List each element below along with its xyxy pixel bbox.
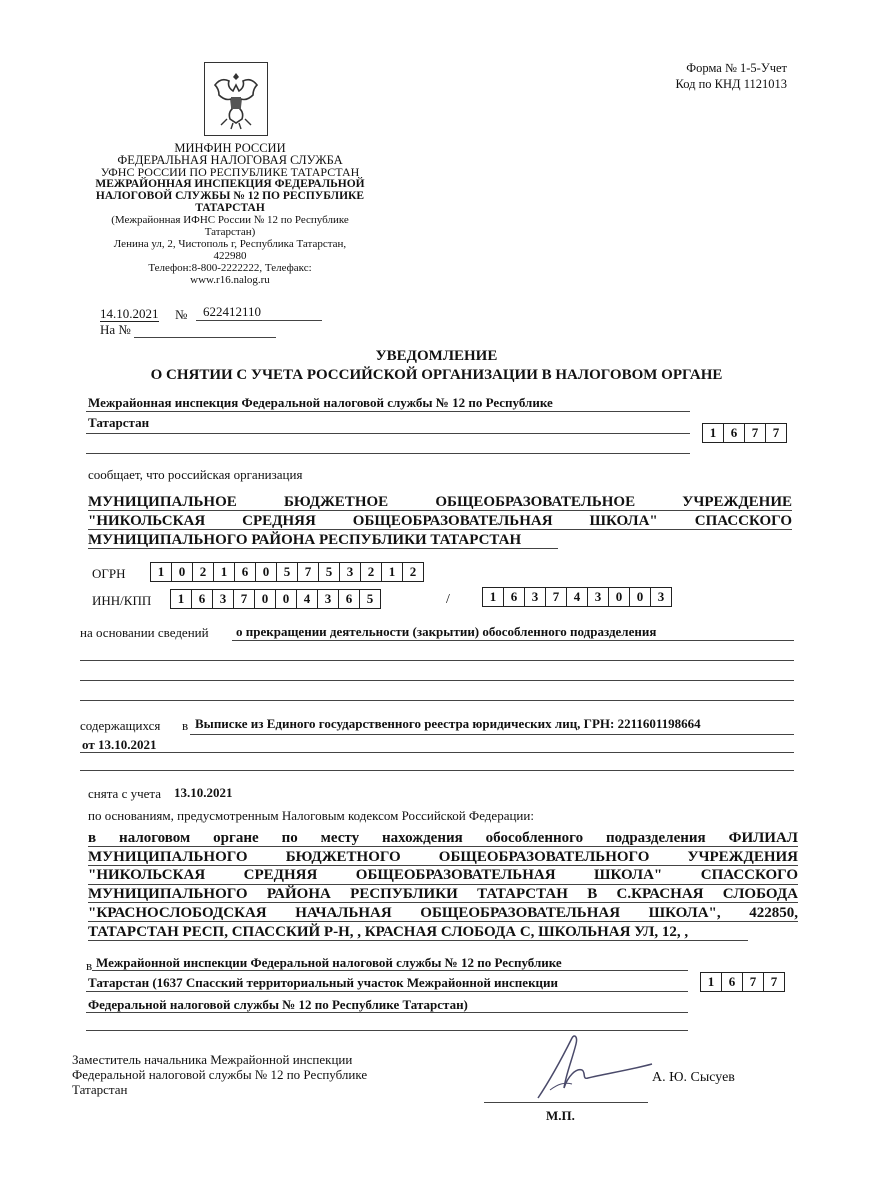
code-digit: 6 xyxy=(722,973,743,991)
inn-kpp-separator: / xyxy=(446,592,450,607)
code-digit: 7 xyxy=(770,974,778,989)
field-underline xyxy=(80,680,794,681)
authority-line: НАЛОГОВОЙ СЛУЖБЫ № 12 ПО РЕСПУБЛИКЕ xyxy=(95,190,365,202)
inspection-code-cells xyxy=(702,423,787,443)
notice-subtitle: О СНЯТИИ С УЧЕТА РОССИЙСКОЙ ОРГАНИЗАЦИИ В НАЛОГОВОМ ОРГАНЕ xyxy=(150,367,723,383)
ogrn-digit: 3 xyxy=(340,563,361,581)
ogrn-digit: 6 xyxy=(235,563,256,581)
field-underline xyxy=(86,411,690,412)
inn-digit: 0 xyxy=(276,590,297,608)
grounds-label: по основаниям, предусмотренным Налоговым кодексом Российской Федерации: xyxy=(88,808,534,823)
ogrn-digit: 2 xyxy=(193,563,214,581)
basis-value: о прекращении деятельности (закрытии) обособленного подразделения xyxy=(236,624,657,639)
ogrn-digit: 1 xyxy=(214,563,235,581)
branch-line: в налоговом органе по месту нахождения обособленного подразделения ФИЛИАЛ xyxy=(88,830,798,846)
inspection-name-line: Татарстан xyxy=(88,415,150,430)
double-headed-eagle-icon xyxy=(205,63,267,135)
kpp-digit: 1 xyxy=(483,588,504,606)
inn-digit: 0 xyxy=(255,590,276,608)
authority-postcode: 422980 xyxy=(213,250,247,262)
authority-website: www.r16.nalog.ru xyxy=(190,274,270,286)
doc-number-label: № xyxy=(175,307,188,322)
kpp-digit: 3 xyxy=(657,589,665,604)
field-underline xyxy=(88,510,792,511)
field-underline xyxy=(80,700,794,701)
org-name-line: МУНИЦИПАЛЬНОГО РАЙОНА РЕСПУБЛИКИ ТАТАРСТАН xyxy=(88,532,522,548)
authority-line: УФНС РОССИИ ПО РЕСПУБЛИКЕ ТАТАРСТАН xyxy=(100,165,360,179)
ogrn-digit: 0 xyxy=(172,563,193,581)
org-name-line: МУНИЦИПАЛЬНОЕ БЮДЖЕТНОЕ ОБЩЕОБРАЗОВАТЕЛЬНОЕ УЧРЕЖДЕНИЕ xyxy=(88,494,792,510)
field-underline xyxy=(86,1012,688,1013)
inspection2-prep: в xyxy=(86,958,93,973)
kpp-digit: 7 xyxy=(546,588,567,606)
field-underline xyxy=(88,865,798,866)
field-underline xyxy=(80,660,794,661)
ogrn-digit: 1 xyxy=(382,563,403,581)
field-underline xyxy=(190,734,794,735)
field-underline xyxy=(80,752,794,753)
field-underline xyxy=(88,846,798,847)
signatory-position: Федеральной налоговой службы № 12 по Республике xyxy=(72,1067,368,1082)
ogrn-label: ОГРН xyxy=(92,566,126,581)
field-underline xyxy=(88,921,798,922)
field-underline xyxy=(88,548,558,549)
code-digit: 7 xyxy=(745,424,766,442)
inspection2-line: Татарстан (1637 Спасский территориальный участок Межрайонной инспекции xyxy=(88,975,559,990)
deregistered-date: 13.10.2021 xyxy=(174,785,233,800)
inn-digit: 4 xyxy=(297,590,318,608)
ogrn-cells xyxy=(150,562,424,582)
authority-line: ФЕДЕРАЛЬНАЯ НАЛОГОВАЯ СЛУЖБА xyxy=(117,153,343,167)
org-name-line: "НИКОЛЬСКАЯ СРЕДНЯЯ ОБЩЕОБРАЗОВАТЕЛЬНАЯ ШКОЛА" СПАССКОГО xyxy=(88,513,792,529)
kpp-digit: 3 xyxy=(588,588,609,606)
field-underline xyxy=(88,940,748,941)
doc-number: 622412110 xyxy=(203,304,262,319)
inn-digit: 6 xyxy=(192,590,213,608)
deregistered-label: снята с учета xyxy=(88,786,162,801)
doc-date xyxy=(100,306,159,322)
signature xyxy=(520,1030,660,1105)
form-info xyxy=(676,60,787,92)
basis-label: на основании сведений xyxy=(80,625,209,640)
kpp-digit: 0 xyxy=(630,588,651,606)
authority-line: (Межрайонная ИФНС России № 12 по Республике xyxy=(111,214,349,226)
signatory-position: Заместитель начальника Межрайонной инспекции xyxy=(72,1052,353,1067)
branch-line: МУНИЦИПАЛЬНОГО РАЙОНА РЕСПУБЛИКИ ТАТАРСТАН В С.КРАСНАЯ СЛОБОДА xyxy=(88,886,798,902)
ogrn-digit: 2 xyxy=(409,564,417,579)
kpp-digit: 4 xyxy=(567,588,588,606)
ogrn-digit: 2 xyxy=(361,563,382,581)
ogrn-digit: 0 xyxy=(256,563,277,581)
ogrn-digit: 5 xyxy=(277,563,298,581)
ogrn-digit: 7 xyxy=(298,563,319,581)
ref-number-label: На № xyxy=(100,322,131,337)
inspection2-line: Федеральной налоговой службы № 12 по Республике Татарстан) xyxy=(88,997,468,1012)
authority-line: МИНФИН РОССИИ xyxy=(174,141,286,155)
code-digit: 6 xyxy=(724,424,745,442)
ref-number-underline xyxy=(134,337,276,338)
inn-digit: 3 xyxy=(318,590,339,608)
field-underline xyxy=(88,902,798,903)
doc-date-value: 14.10.2021 xyxy=(100,306,159,321)
code-digit: 7 xyxy=(743,973,764,991)
field-underline xyxy=(232,640,794,641)
kpp-digit: 0 xyxy=(609,588,630,606)
code-digit: 1 xyxy=(703,424,724,442)
authority-address: Ленина ул, 2, Чистополь г, Республика Татарстан, xyxy=(113,238,347,250)
inn-digit: 1 xyxy=(171,590,192,608)
branch-line: ТАТАРСТАН РЕСП, СПАССКИЙ Р-Н, , КРАСНАЯ СЛОБОДА С, ШКОЛЬНАЯ УЛ, 12, , xyxy=(88,924,689,940)
authority-line: МЕЖРАЙОННАЯ ИНСПЕКЦИЯ ФЕДЕРАЛЬНОЙ xyxy=(95,178,365,190)
inn-cells xyxy=(170,589,381,609)
ogrn-digit: 1 xyxy=(151,563,172,581)
contained-prep: в xyxy=(182,718,189,733)
form-number: Форма № 1-5-Учет xyxy=(686,61,787,75)
field-underline xyxy=(86,433,690,434)
signature-underline xyxy=(484,1102,648,1103)
code-digit: 1 xyxy=(701,973,722,991)
authority-line: Татарстан) xyxy=(204,226,256,238)
code-digit: 7 xyxy=(772,425,780,440)
signatory-name: А. Ю. Сысуев xyxy=(652,1070,735,1085)
branch-line: МУНИЦИПАЛЬНОГО БЮДЖЕТНОГО ОБЩЕОБРАЗОВАТЕЛЬНОГО УЧРЕЖДЕНИЯ xyxy=(88,849,798,865)
field-underline xyxy=(86,991,688,992)
contained-value: Выписке из Единого государственного реестра юридических лиц, ГРН: 2211601198664 xyxy=(195,716,701,731)
kpp-cells xyxy=(482,587,672,607)
kpp-digit: 6 xyxy=(504,588,525,606)
field-underline xyxy=(92,970,688,971)
notice-title: УВЕДОМЛЕНИЕ xyxy=(375,348,498,364)
kpp-digit: 3 xyxy=(525,588,546,606)
inn-digit: 6 xyxy=(339,590,360,608)
authority-header xyxy=(70,142,390,286)
reports-label: сообщает, что российская организация xyxy=(88,467,303,482)
inspection2-line: Межрайонной инспекции Федеральной налоговой службы № 12 по Республике xyxy=(96,955,562,970)
signatory-position: Татарстан xyxy=(72,1082,128,1097)
inn-kpp-label: ИНН/КПП xyxy=(92,593,152,608)
stamp-place: М.П. xyxy=(546,1108,575,1123)
inspection2-code-cells xyxy=(700,972,785,992)
contained-label: содержащихся xyxy=(80,718,161,733)
inn-digit: 3 xyxy=(213,590,234,608)
coat-of-arms-emblem xyxy=(204,62,268,136)
inn-digit: 7 xyxy=(234,590,255,608)
contained-date: от 13.10.2021 xyxy=(82,737,157,752)
branch-line: "КРАСНОСЛОБОДСКАЯ НАЧАЛЬНАЯ ОБЩЕОБРАЗОВАТЕЛЬНАЯ ШКОЛА", 422850, xyxy=(88,905,798,921)
field-underline xyxy=(86,453,690,454)
inspection-name-line: Межрайонная инспекция Федеральной налоговой службы № 12 по Республике xyxy=(88,395,553,410)
field-underline xyxy=(88,529,792,530)
field-underline xyxy=(80,770,794,771)
ogrn-digit: 5 xyxy=(319,563,340,581)
authority-phone: Телефон:8-800-2222222, Телефакс: xyxy=(148,262,312,274)
authority-line: ТАТАРСТАН xyxy=(195,202,265,214)
inn-digit: 5 xyxy=(366,591,374,606)
field-underline xyxy=(88,884,798,885)
knd-code: Код по КНД 1121013 xyxy=(675,77,787,91)
doc-number-underline xyxy=(196,320,322,321)
branch-line: "НИКОЛЬСКАЯ СРЕДНЯЯ ОБЩЕОБРАЗОВАТЕЛЬНАЯ ШКОЛА" СПАССКОГО xyxy=(88,867,798,883)
